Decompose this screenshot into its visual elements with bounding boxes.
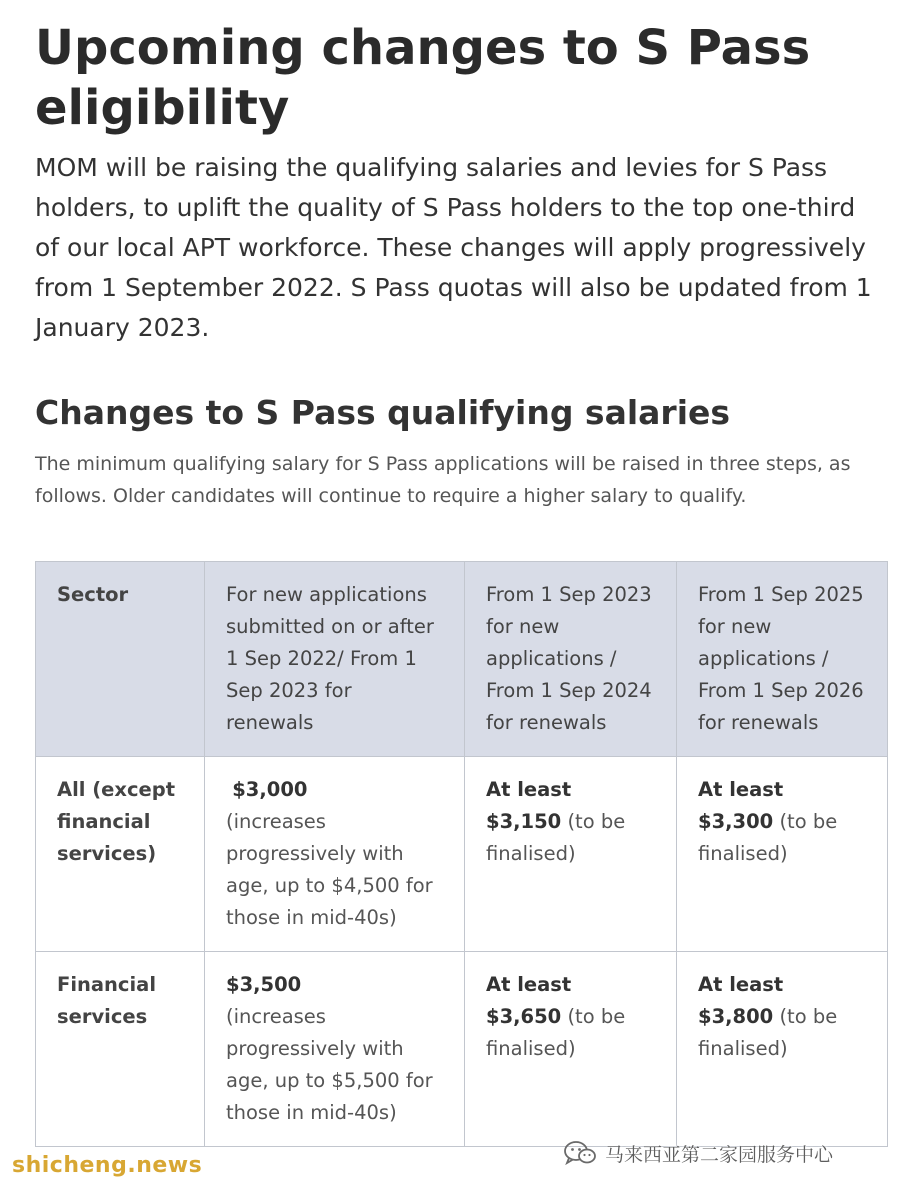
salary-amount: $3,000 — [232, 778, 308, 801]
salary-amount: $3,800 — [698, 1005, 774, 1028]
article — [35, 18, 885, 512]
section-heading: Changes to S Pass qualifying salaries — [35, 393, 731, 432]
salary-note: (to be finalised) — [486, 1005, 626, 1060]
salary-note: (to be finalised) — [698, 1005, 838, 1060]
header-phase-1: For new applications submitted on or after 1 Sep 2022/ From 1 Sep 2023 for renewals — [205, 562, 465, 757]
salary-prefix: At least — [698, 973, 784, 996]
sector-cell: Financial services — [36, 952, 205, 1147]
table-row — [36, 952, 888, 1147]
account-watermark — [563, 1138, 833, 1168]
table-header-row — [36, 562, 888, 757]
salary-prefix: At least — [486, 778, 572, 801]
salary-note: (to be finalised) — [486, 810, 626, 865]
salary-note: (to be finalised) — [698, 810, 838, 865]
salary-amount: $3,150 — [486, 810, 562, 833]
lead-paragraph: MOM will be raising the qualifying salaries and levies for S Pass holders, to uplift the quality of S Pass holders to the top one-third of our local APT workforce. These changes will apply progressively from 1 September 2022. S Pass quotas will also be updated from 1 January 2023. — [35, 153, 872, 342]
header-phase-3: From 1 Sep 2025 for new applications / From 1 Sep 2026 for renewals — [677, 562, 888, 757]
header-sector: Sector — [36, 562, 205, 757]
salary-note: (increases progressively with age, up to $4,500 for those in mid-40s) — [226, 810, 433, 929]
salary-amount: $3,300 — [698, 810, 774, 833]
site-watermark: shicheng.news — [12, 1153, 203, 1178]
salary-cell — [465, 952, 677, 1147]
salary-cell — [205, 952, 465, 1147]
account-name: 马来西亚第二家园服务中心 — [605, 1143, 834, 1166]
salary-cell — [677, 952, 888, 1147]
sector-cell: All (except financial services) — [36, 757, 205, 952]
wechat-icon — [563, 1140, 597, 1166]
salary-note: (increases progressively with age, up to $5,500 for those in mid-40s) — [226, 1005, 433, 1124]
salary-cell — [677, 757, 888, 952]
section-intro: The minimum qualifying salary for S Pass applications will be raised in three steps, as follows. Older candidates will continue to require a higher salary to qualify. — [35, 453, 851, 507]
header-phase-2: From 1 Sep 2023 for new applications / From 1 Sep 2024 for renewals — [465, 562, 677, 757]
salary-cell — [465, 757, 677, 952]
page-title: Upcoming changes to S Pass eligibility — [35, 20, 811, 136]
qualifying-salary-table — [35, 561, 888, 1147]
salary-prefix: At least — [486, 973, 572, 996]
salary-amount: $3,650 — [486, 1005, 562, 1028]
salary-prefix: At least — [698, 778, 784, 801]
salary-amount: $3,500 — [226, 973, 302, 996]
salary-cell — [205, 757, 465, 952]
table-row — [36, 757, 888, 952]
